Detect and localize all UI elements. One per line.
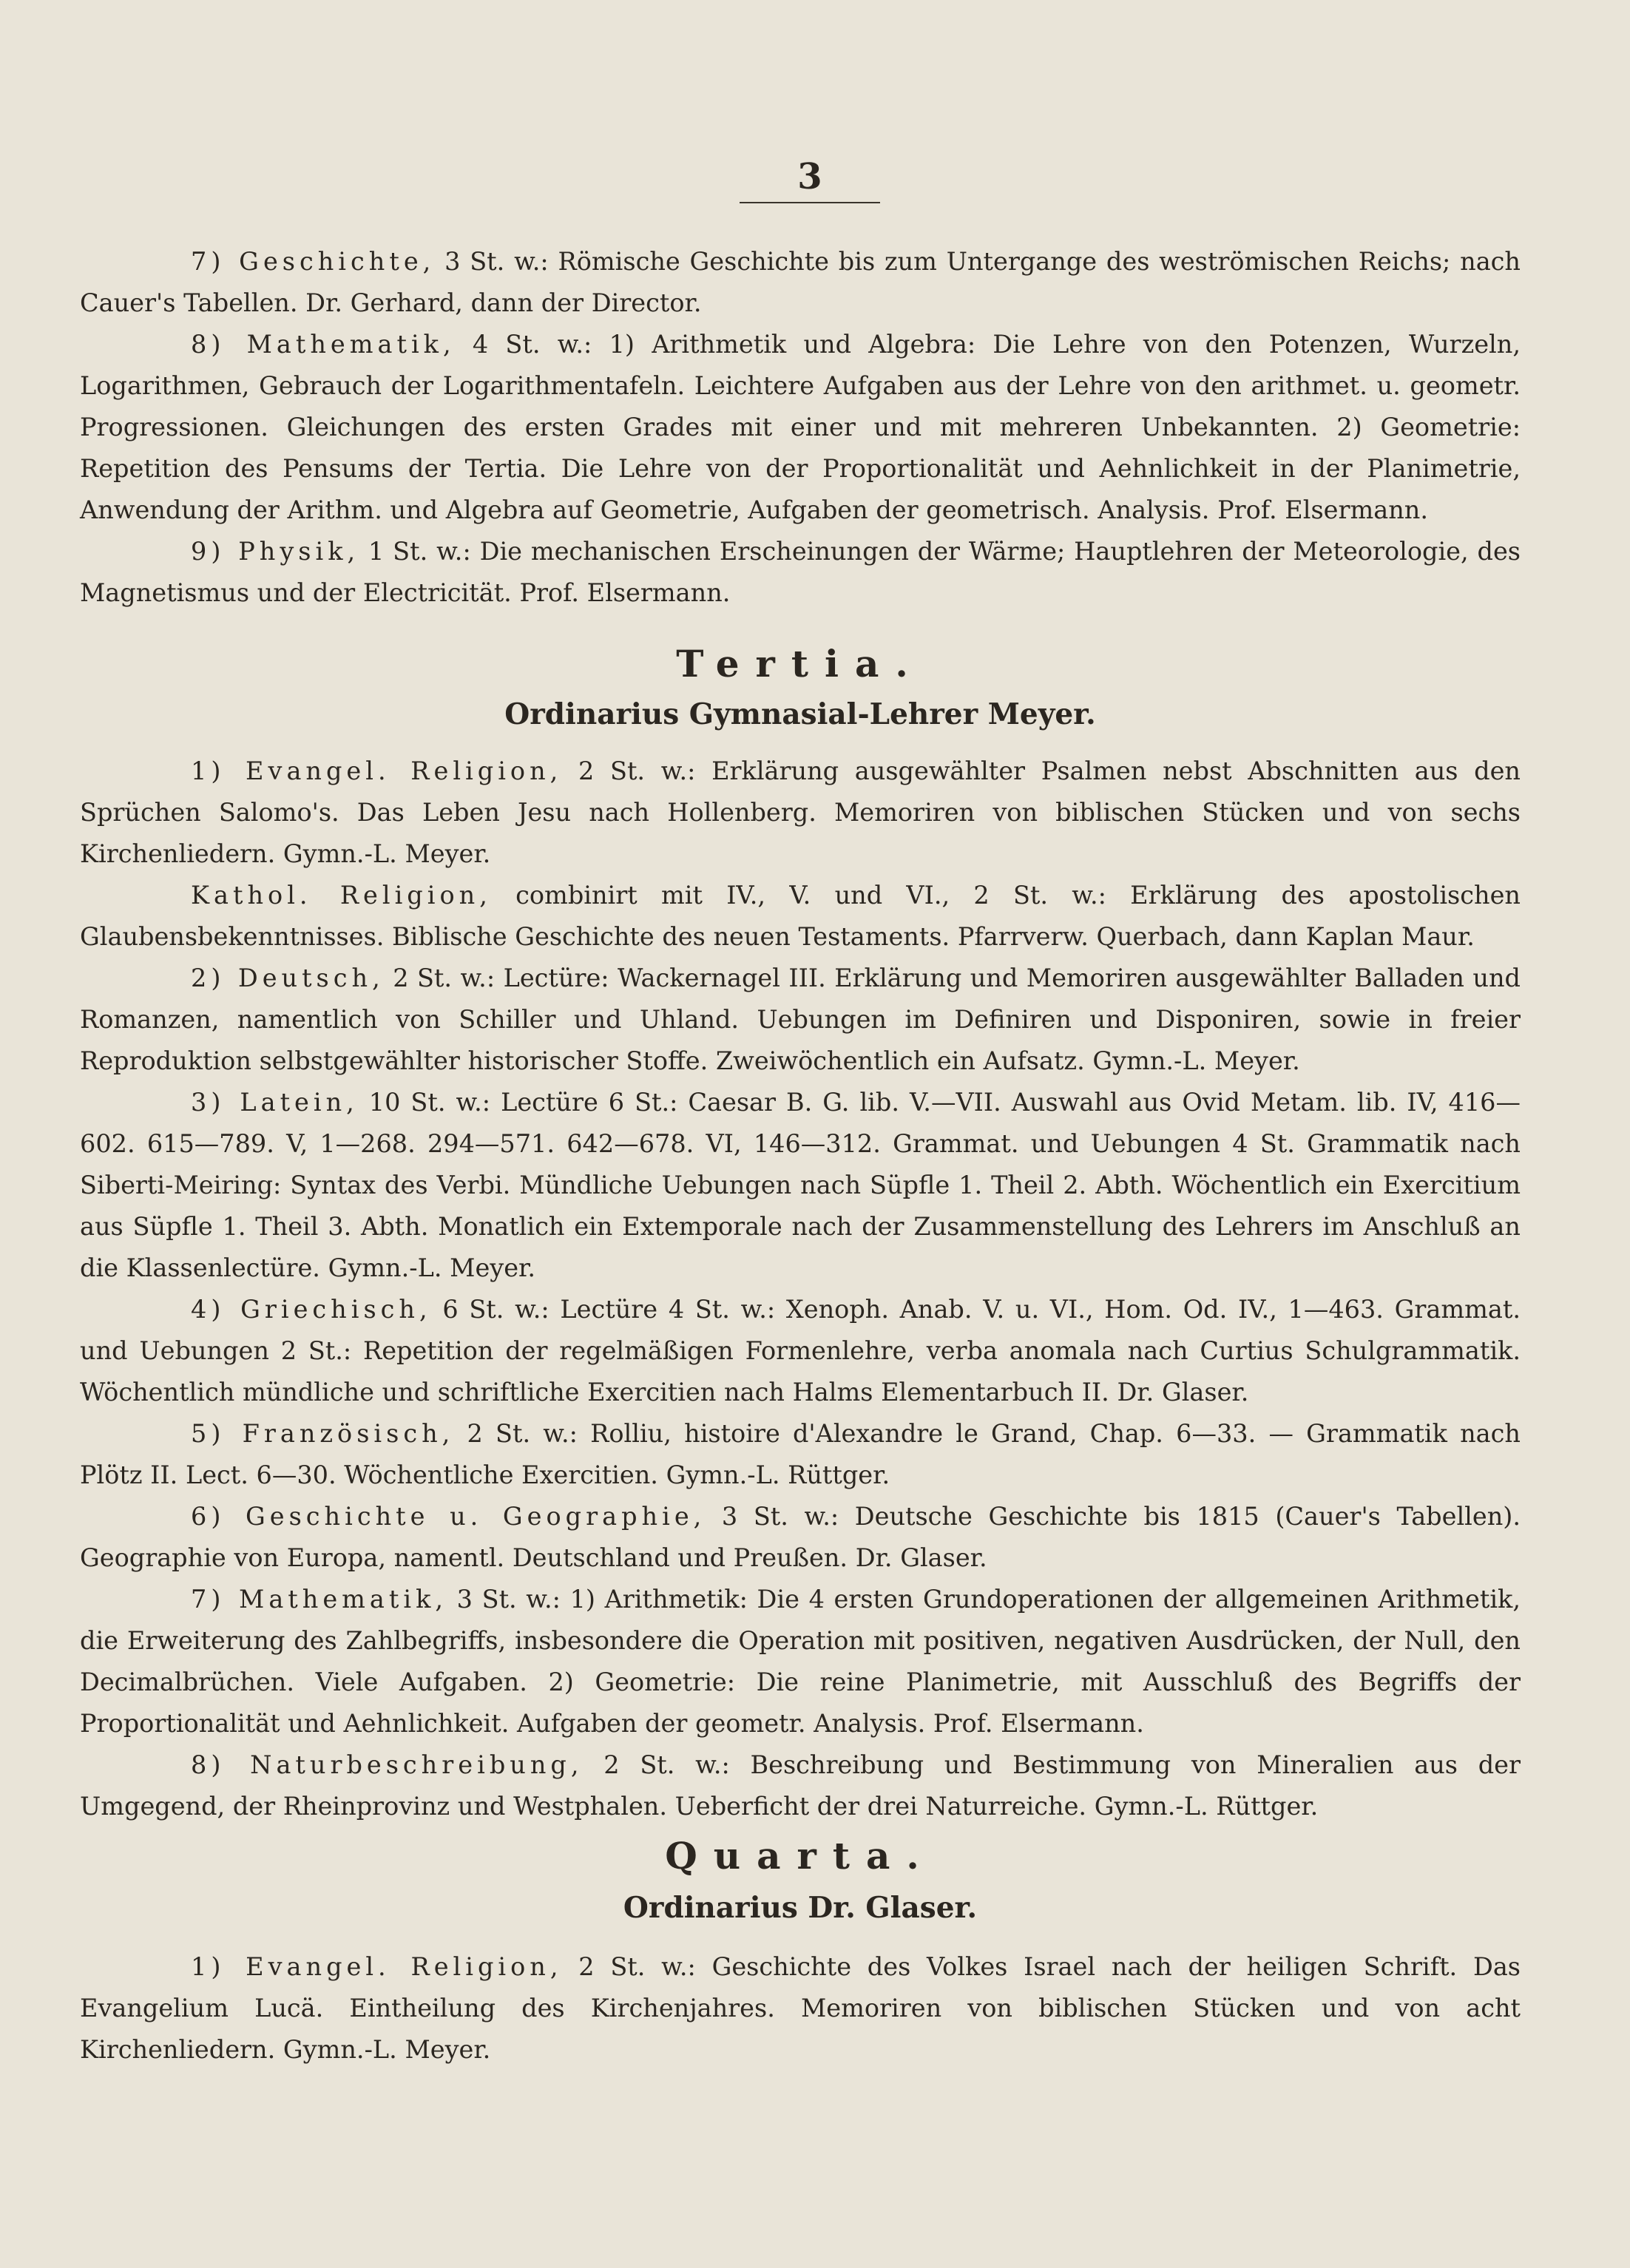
section-heading-tertia: Tertia. <box>676 642 924 686</box>
paragraph-mathematik <box>80 324 1521 531</box>
paragraph-text: 4 St. w.: 1) Arithmetik und Algebra: Die Lehre von den Potenzen, Wurzeln, Logarithmen, Gebrauch der Logarithmentafeln. Leichtere Aufgaben aus der Lehre von den arithmet. u. geometr. Progressionen. Gleichungen des ersten Grades mit einer und mit mehreren Unbekannten. 2) Geometrie: Repetition des Pensums der Tertia. Die Lehre von der Proportionalität und Aehnlichkeit in der Planimetrie, Anwendung der Arithm. und Algebra auf Geometrie, Aufgaben der geometrisch. Analysis. Prof. Elsermann. <box>80 330 1521 524</box>
paragraph-text: 2 St. w.: Rolliu, histoire d'Alexandre le Grand, Chap. 6—33. — Grammatik nach Plötz II. Lect. 6—30. Wöchentliche Exercitien. Gymn.-L. Rüttger. <box>80 1419 1521 1489</box>
subject-label: 7) Geschichte, <box>191 247 436 276</box>
subject-label: 2) Deutsch, <box>191 964 385 992</box>
paragraph-text: 3 St. w.: Deutsche Geschichte bis 1815 (Cauer's Tabellen). Geographie von Europa, namentl. Deutschland und Preußen. Dr. Glaser. <box>80 1502 1521 1572</box>
paragraph-deutsch <box>80 958 1521 1082</box>
paragraph-naturbeschreibung <box>80 1744 1521 1827</box>
section-heading-quarta: Quarta. <box>665 1834 936 1878</box>
subject-label: Kathol. Religion, <box>191 881 492 910</box>
quarta-section <box>80 1946 1521 2071</box>
subject-label: 8) Mathematik, <box>191 330 456 359</box>
paragraph-latein <box>80 1082 1521 1289</box>
paragraph-text: 1 St. w.: Die mechanischen Erscheinungen der Wärme; Hauptlehren der Meteorologie, des Magnetismus und der Electricität. Prof. Elsermann. <box>80 537 1521 607</box>
paragraph-text: 2 St. w.: Erklärung ausgewählter Psalmen nebst Abschnitten aus den Sprüchen Salomo's. Das Leben Jesu nach Hollenberg. Memoriren von biblischen Stücken und von sechs Kirchenliedern. Gymn.-L. Meyer. <box>80 756 1521 868</box>
tertia-section <box>80 751 1521 1827</box>
ordinarius-quarta: Ordinarius Dr. Glaser. <box>623 1891 978 1925</box>
paragraph-griechisch <box>80 1289 1521 1413</box>
paragraph-geschichte-geographie <box>80 1496 1521 1579</box>
subject-label: 6) Geschichte u. Geographie, <box>191 1502 706 1531</box>
paragraph-evangel-religion <box>80 751 1521 875</box>
paragraph-franzoesisch <box>80 1413 1521 1496</box>
paragraph-text: 2 St. w.: Geschichte des Volkes Israel nach der heiligen Schrift. Das Evangelium Lucä. Eintheilung des Kirchenjahres. Memoriren von biblischen Stücken und von acht Kirchenliedern. Gymn.-L. Meyer. <box>80 1952 1521 2064</box>
subject-label: 9) Physik, <box>191 537 360 566</box>
paragraph-text: 3 St. w.: Römische Geschichte bis zum Untergange des weströmischen Reichs; nach Cauer's Tabellen. Dr. Gerhard, dann der Director. <box>80 247 1521 317</box>
subject-label: 5) Französisch, <box>191 1419 455 1448</box>
top-section <box>80 241 1521 614</box>
paragraph-text: 6 St. w.: Lectüre 4 St. w.: Xenoph. Anab. V. u. VI., Hom. Od. IV., 1—463. Grammat. und Uebungen 2 St.: Repetition der regelmäßigen Formenlehre, verba anomala nach Curtius Schulgrammatik. Wöchentlich mündliche und schriftliche Exercitien nach Halms Elementarbuch II. Dr. Glaser. <box>80 1295 1521 1407</box>
page-number: 3 <box>740 159 880 203</box>
ordinarius-tertia: Ordinarius Gymnasial-Lehrer Meyer. <box>504 697 1096 731</box>
paragraph-text: 2 St. w.: Lectüre: Wackernagel III. Erklärung und Memoriren ausgewählter Balladen und Romanzen, namentlich von Schiller und Uhland. Uebungen im Definiren und Disponiren, sowie in freier Reproduktion selbstgewählter historischer Stoffe. Zweiwöchentlich ein Aufsatz. Gymn.-L. Meyer. <box>80 964 1521 1075</box>
paragraph-text: 2 St. w.: Beschreibung und Bestimmung von Mineralien aus der Umgegend, der Rheinprovinz und Westphalen. Ueberficht der drei Naturreiche. Gymn.-L. Rüttger. <box>80 1750 1521 1821</box>
paragraph-text: 10 St. w.: Lectüre 6 St.: Caesar B. G. lib. V.—VII. Auswahl aus Ovid Metam. lib. IV, 416—602. 615—789. V, 1—268. 294—571. 642—678. VI, 146—312. Grammat. und Uebungen 4 St. Grammatik nach Siberti-Meiring: Syntax des Verbi. Mündliche Uebungen nach Süpfle 1. Theil 2. Abth. Wöchentlich ein Exercitium aus Süpfle 1. Theil 3. Abth. Monatlich ein Extemporale nach der Zusammenstellung des Lehrers im Anschluß an die Klassenlectüre. Gymn.-L. Meyer. <box>80 1088 1521 1282</box>
subject-label: 1) Evangel. Religion, <box>191 756 563 785</box>
subject-label: 8) Naturbeschreibung, <box>191 1750 584 1779</box>
subject-label: 3) Latein, <box>191 1088 359 1117</box>
paragraph-geschichte <box>80 241 1521 324</box>
paragraph-physik <box>80 531 1521 614</box>
paragraph-mathematik <box>80 1579 1521 1744</box>
paragraph-kathol-religion <box>80 875 1521 958</box>
paragraph-evangel-religion <box>80 1946 1521 2071</box>
paragraph-text: combinirt mit IV., V. und VI., 2 St. w.: Erklärung des apostolischen Glaubensbekenntnisses. Biblische Geschichte des neuen Testaments. Pfarrverw. Querbach, dann Kaplan Maur. <box>80 881 1521 951</box>
subject-label: 1) Evangel. Religion, <box>191 1952 563 1981</box>
subject-label: 4) Griechisch, <box>191 1295 432 1324</box>
paragraph-text: 3 St. w.: 1) Arithmetik: Die 4 ersten Grundoperationen der allgemeinen Arithmetik, die Erweiterung des Zahlbegriffs, insbesondere die Operation mit positiven, negativen Ausdrücken, der Null, den Decimalbrüchen. Viele Aufgaben. 2) Geometrie: Die reine Planimetrie, mit Ausschluß des Begriffs der Proportionalität und Aehnlichkeit. Aufgaben der geometr. Analysis. Prof. Elsermann. <box>80 1585 1521 1738</box>
subject-label: 7) Mathematik, <box>191 1585 448 1614</box>
